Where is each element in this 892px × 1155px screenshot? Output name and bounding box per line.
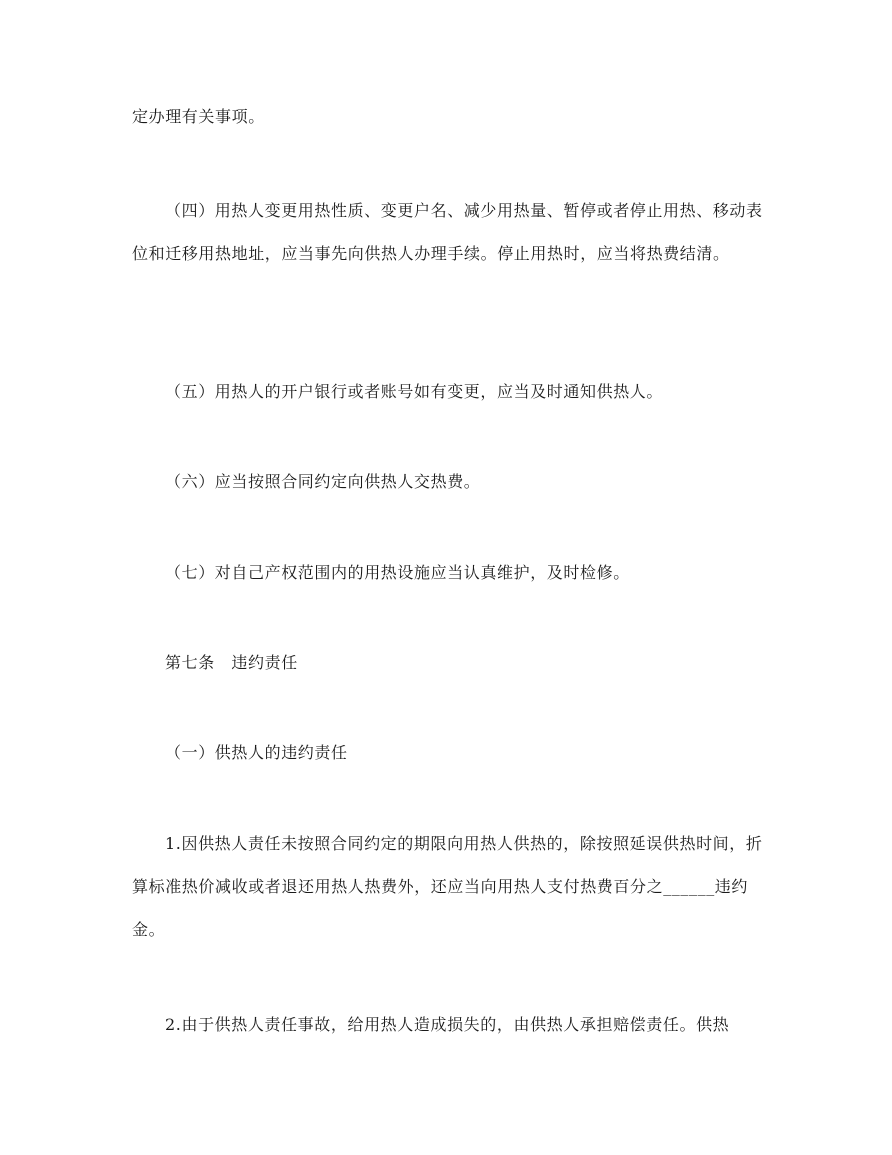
clause-item-6: （六）应当按照合同约定向供热人交热费。 (165, 472, 481, 491)
section-heading: （一）供热人的违约责任 (165, 743, 348, 762)
liability-item-1: 1.因供热人责任未按照合同约定的期限向用热人供热的，除按照延误供热时间，折算标准热价减收或者退还用热人热费外，还应当向用热人支付热费百分之______违约金。 (132, 834, 763, 939)
clause-item-5: （五）用热人的开户银行或者账号如有变更，应当及时通知供热人。 (165, 382, 664, 401)
clause-item-4: （四）用热人变更用热性质、变更户名、减少用热量、暂停或者停止用热、移动表位和迁移用热地址，应当事先向供热人办理手续。停止用热时，应当将热费结清。 (132, 201, 763, 263)
paragraph-continuation: 定办理有关事项。 (132, 107, 265, 126)
article-heading: 第七条 违约责任 (165, 653, 298, 672)
liability-item-2: 2.由于供热人责任事故，给用热人造成损失的，由供热人承担赔偿责任。供热 (165, 1015, 730, 1034)
clause-item-7: （七）对自己产权范围内的用热设施应当认真维护，及时检修。 (165, 563, 630, 582)
